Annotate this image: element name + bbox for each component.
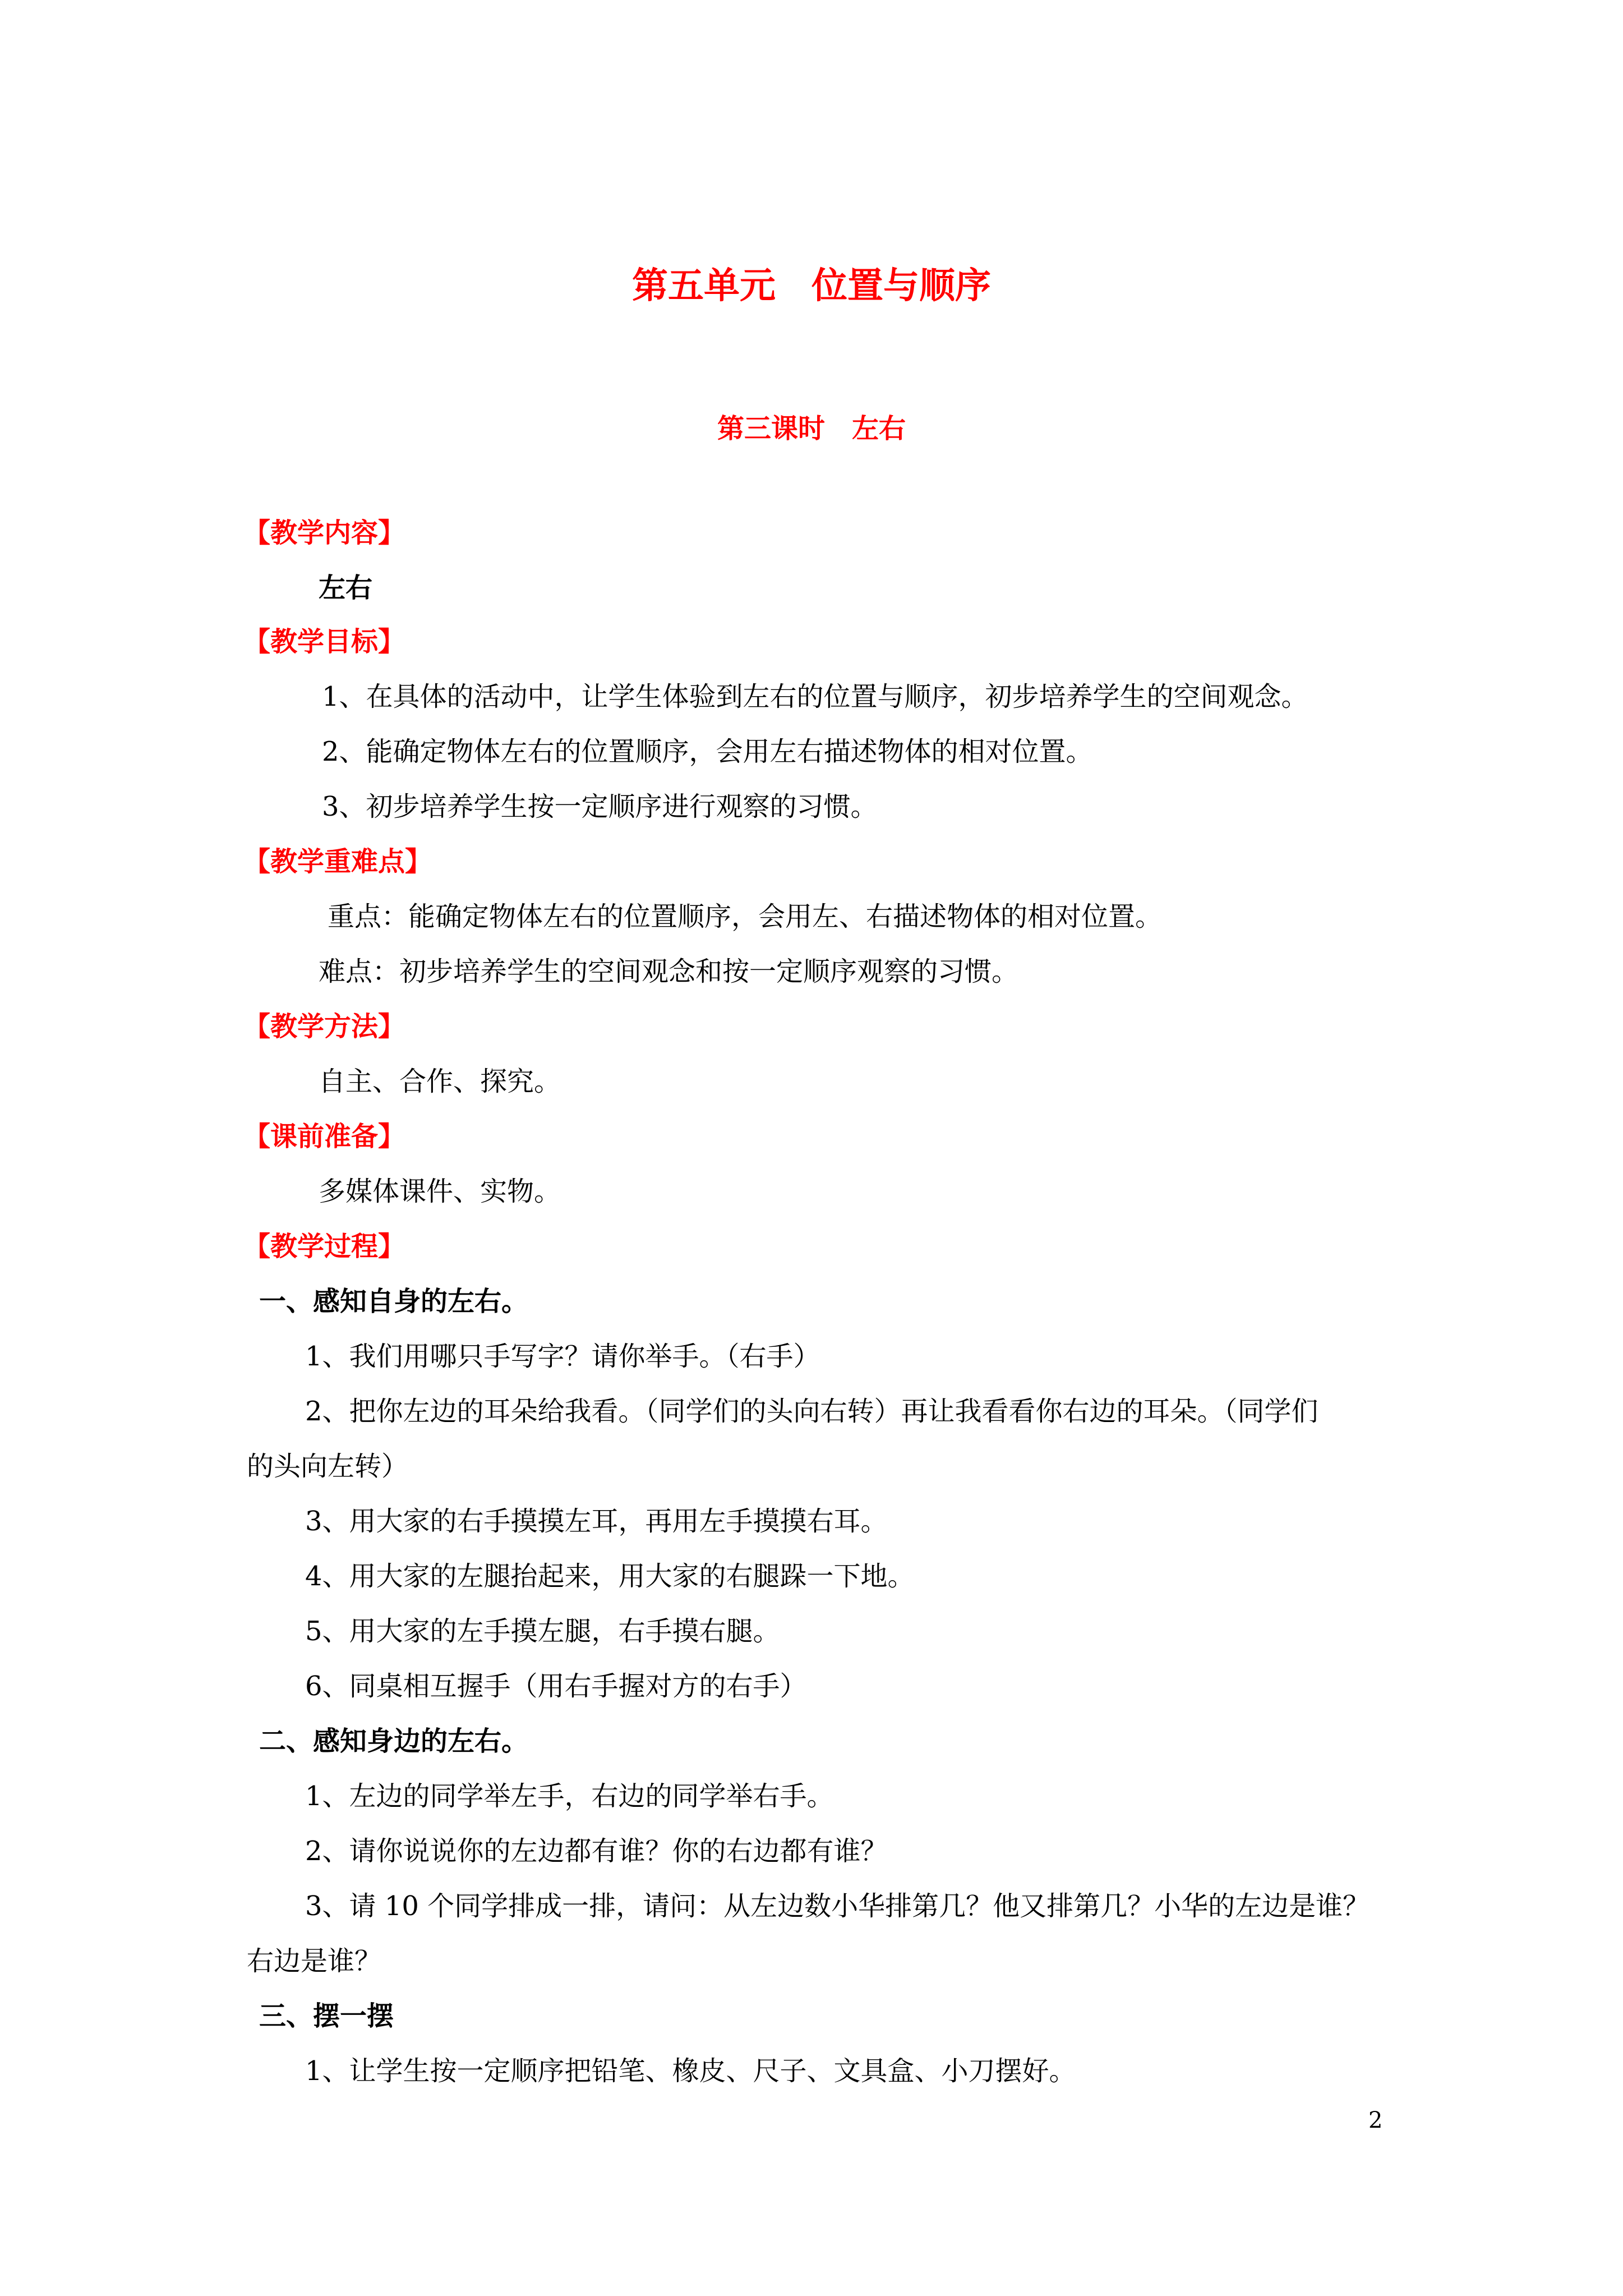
page-number: 2 <box>1368 2108 1383 2133</box>
part-1-item-3: 3、用大家的右手摸摸左耳，再用左手摸摸右耳。 <box>305 1506 888 1537</box>
part-1-item-4: 4、用大家的左腿抬起来，用大家的右腿跺一下地。 <box>305 1561 915 1592</box>
key-point-focus: 重点：能确定物体左右的位置顺序，会用左、右描述物体的相对位置。 <box>328 901 1163 932</box>
process-part-3-title: 三、摆一摆 <box>259 2000 394 2032</box>
heading-preparation: 【课前准备】 <box>243 1121 405 1152</box>
lesson-subtitle: 第三课时 左右 <box>717 413 906 444</box>
part-1-item-6: 6、同桌相互握手（用右手握对方的右手） <box>305 1671 807 1702</box>
part-2-item-3: 3、请 10 个同学排成一排，请问：从左边数小华排第几？他又排第几？小华的左边是谁？ <box>305 1890 1370 1922</box>
heading-teaching-process: 【教学过程】 <box>243 1231 405 1262</box>
process-part-1-title: 一、感知自身的左右。 <box>259 1286 529 1317</box>
part-2-item-1: 1、左边的同学举左手，右边的同学举右手。 <box>305 1780 834 1812</box>
process-part-2-title: 二、感知身边的左右。 <box>259 1726 529 1757</box>
part-3-item-1: 1、让学生按一定顺序把铅笔、橡皮、尺子、文具盒、小刀摆好。 <box>305 2055 1076 2087</box>
heading-teaching-content: 【教学内容】 <box>243 517 405 549</box>
heading-teaching-goals: 【教学目标】 <box>243 626 405 657</box>
goal-item-3: 3、初步培养学生按一定顺序进行观察的习惯。 <box>322 791 878 822</box>
teaching-content-text: 左右 <box>319 572 373 604</box>
preparation-text: 多媒体课件、实物。 <box>319 1176 561 1207</box>
key-point-difficulty: 难点：初步培养学生的空间观念和按一定顺序观察的习惯。 <box>319 956 1019 987</box>
heading-key-points: 【教学重难点】 <box>243 846 432 877</box>
part-2-item-3-continued: 右边是谁？ <box>247 1945 382 1977</box>
document-title: 第五单元 位置与顺序 <box>632 265 991 307</box>
teaching-methods-text: 自主、合作、探究。 <box>319 1066 561 1097</box>
part-1-item-2: 2、把你左边的耳朵给我看。（同学们的头向右转）再让我看看你右边的耳朵。（同学们 <box>305 1396 1318 1427</box>
part-1-item-1: 1、我们用哪只手写字？请你举手。（右手） <box>305 1341 820 1372</box>
part-1-item-5: 5、用大家的左手摸左腿，右手摸右腿。 <box>305 1616 780 1647</box>
goal-item-1: 1、在具体的活动中，让学生体验到左右的位置与顺序，初步培养学生的空间观念。 <box>322 681 1308 712</box>
part-2-item-2: 2、请你说说你的左边都有谁？你的右边都有谁？ <box>305 1835 888 1867</box>
part-1-item-2-continued: 的头向左转） <box>247 1451 409 1482</box>
heading-teaching-methods: 【教学方法】 <box>243 1011 405 1042</box>
goal-item-2: 2、能确定物体左右的位置顺序，会用左右描述物体的相对位置。 <box>322 736 1093 767</box>
